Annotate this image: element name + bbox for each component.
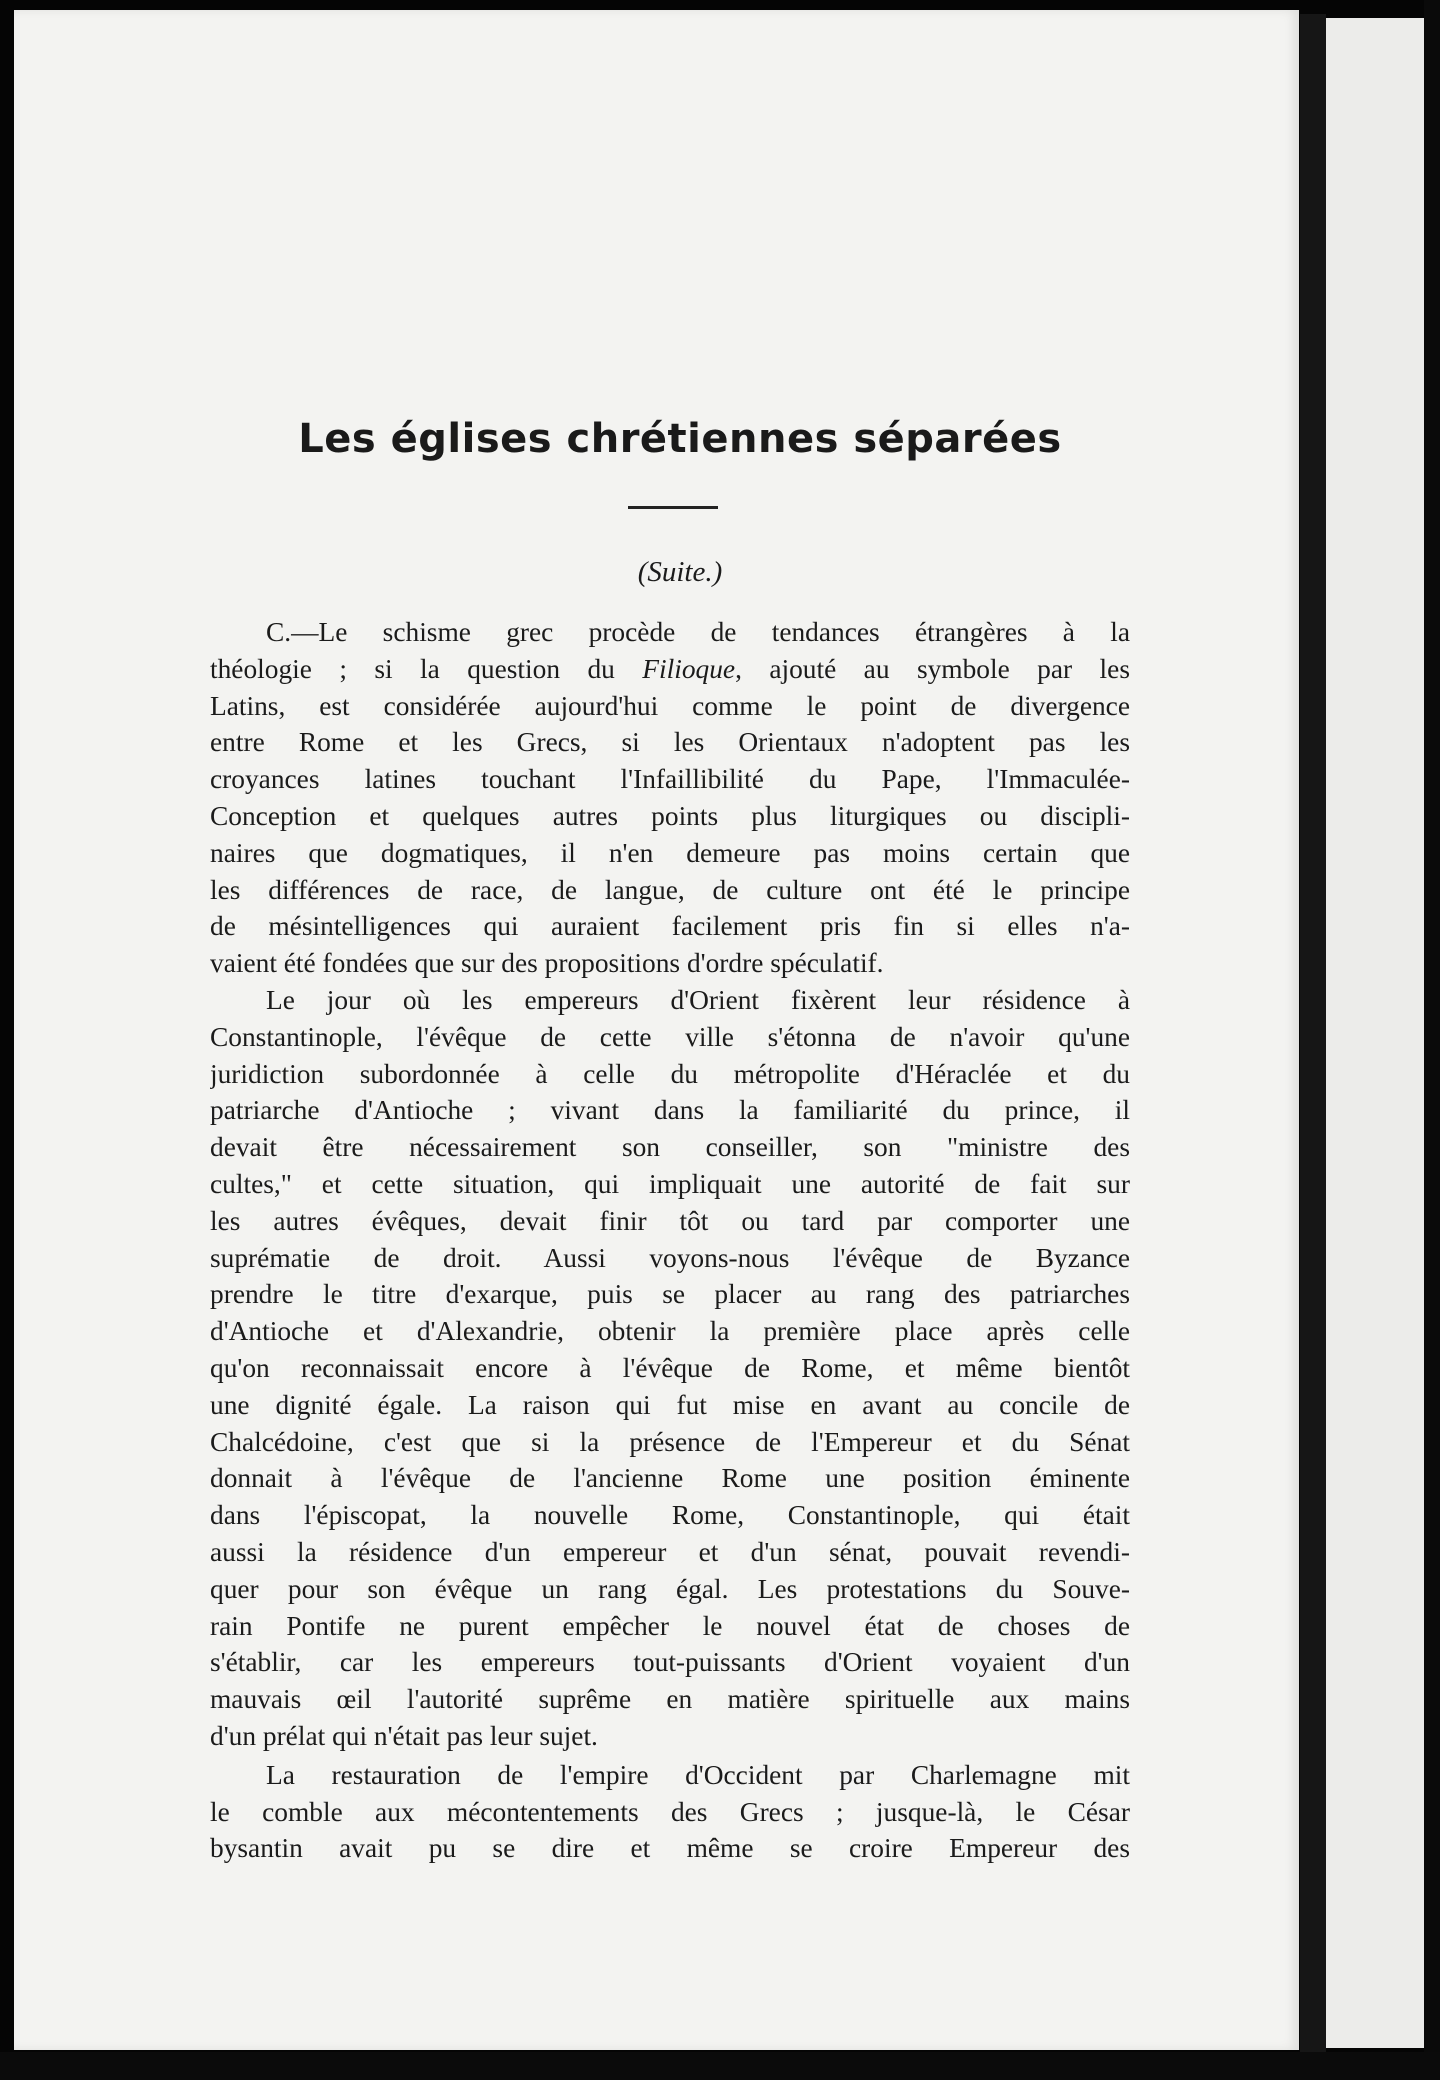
text-line: les différences de race, de langue, de culture ont été le principe [210,874,1130,905]
text-line: le comble aux mécontentements des Grecs ; jusque-là, le César [210,1796,1130,1827]
text-line: entre Rome et les Grecs, si les Orientaux n'adoptent pas les [210,727,1130,758]
text-line: devait être nécessairement son conseiller, son "ministre des [210,1132,1130,1163]
text-line: bysantin avait pu se dire et même se croire Empereur des [210,1833,1130,1864]
text-line: Le jour où les empereurs d'Orient fixèrent leur résidence à [266,984,1130,1015]
text-line: Conception et quelques autres points plus liturgiques ou discipli- [210,800,1130,831]
text-line: d'Antioche et d'Alexandrie, obtenir la première place après celle [210,1316,1130,1347]
paragraph-2 [210,982,1130,1755]
text-line: de mésintelligences qui auraient facilement pris fin si elles n'a- [210,911,1130,942]
text-line: une dignité égale. La raison qui fut mise en avant au concile de [210,1389,1130,1420]
text-line: croyances latines touchant l'Infaillibilité du Pape, l'Immaculée- [210,764,1130,795]
text-line: donnait à l'évêque de l'ancienne Rome une position éminente [210,1463,1130,1494]
text-line: quer pour son évêque un rang égal. Les protestations du Souve- [210,1573,1130,1604]
text-line: les autres évêques, devait finir tôt ou tard par comporter une [210,1205,1130,1236]
body-text [210,614,1130,1867]
paragraph-1 [210,614,1130,982]
adjacent-page-edge [1326,18,1424,2048]
scan-border-right [1424,0,1440,2080]
page-title: Les églises chrétiennes séparées [298,416,1062,462]
text-line: Chalcédoine, c'est que si la présence de l'Empereur et du Sénat [210,1426,1130,1457]
text-line: suprématie de droit. Aussi voyons-nous l'évêque de Byzance [210,1242,1130,1273]
paragraph-3 [210,1757,1130,1867]
text-line: d'un prélat qui n'était pas leur sujet. [210,1720,598,1751]
text-line: théologie ; si la question du Filioque, ajouté au symbole par les [210,653,1130,684]
text-line: patriarche d'Antioche ; vivant dans la familiarité du prince, il [210,1095,1130,1126]
text-line: vaient été fondées que sur des propositions d'ordre spéculatif. [210,948,884,979]
text-line: mauvais œil l'autorité suprême en matière spirituelle aux mains [210,1684,1130,1715]
text-line: aussi la résidence d'un empereur et d'un sénat, pouvait revendi- [210,1536,1130,1567]
text-line: s'établir, car les empereurs tout-puissants d'Orient voyaient d'un [210,1647,1130,1678]
text-line: cultes," et cette situation, qui impliquait une autorité de fait sur [210,1168,1130,1199]
text-line: C.—Le schisme grec procède de tendances étrangères à la [266,617,1130,647]
text-line: qu'on reconnaissait encore à l'évêque de Rome, et même bientôt [210,1352,1130,1383]
text-line: dans l'épiscopat, la nouvelle Rome, Constantinople, qui était [210,1500,1130,1531]
page-gutter-shadow [1300,14,1326,2054]
text-line: Latins, est considérée aujourd'hui comme le point de divergence [210,690,1130,721]
text-line: La restauration de l'empire d'Occident par Charlemagne mit [266,1759,1130,1790]
text-line: naires que dogmatiques, il n'en demeure pas moins certain que [210,837,1130,868]
page-subtitle: (Suite.) [637,556,723,588]
text-line: juridiction subordonnée à celle du métropolite d'Héraclée et du [210,1058,1130,1089]
title-rule [628,506,718,509]
text-line: prendre le titre d'exarque, puis se placer au rang des patriarches [210,1279,1130,1310]
text-line: rain Pontife ne purent empêcher le nouvel état de choses de [210,1610,1130,1641]
text-line: Constantinople, l'évêque de cette ville s'étonna de n'avoir qu'une [210,1021,1130,1052]
scan-border-bottom [0,2052,1440,2080]
